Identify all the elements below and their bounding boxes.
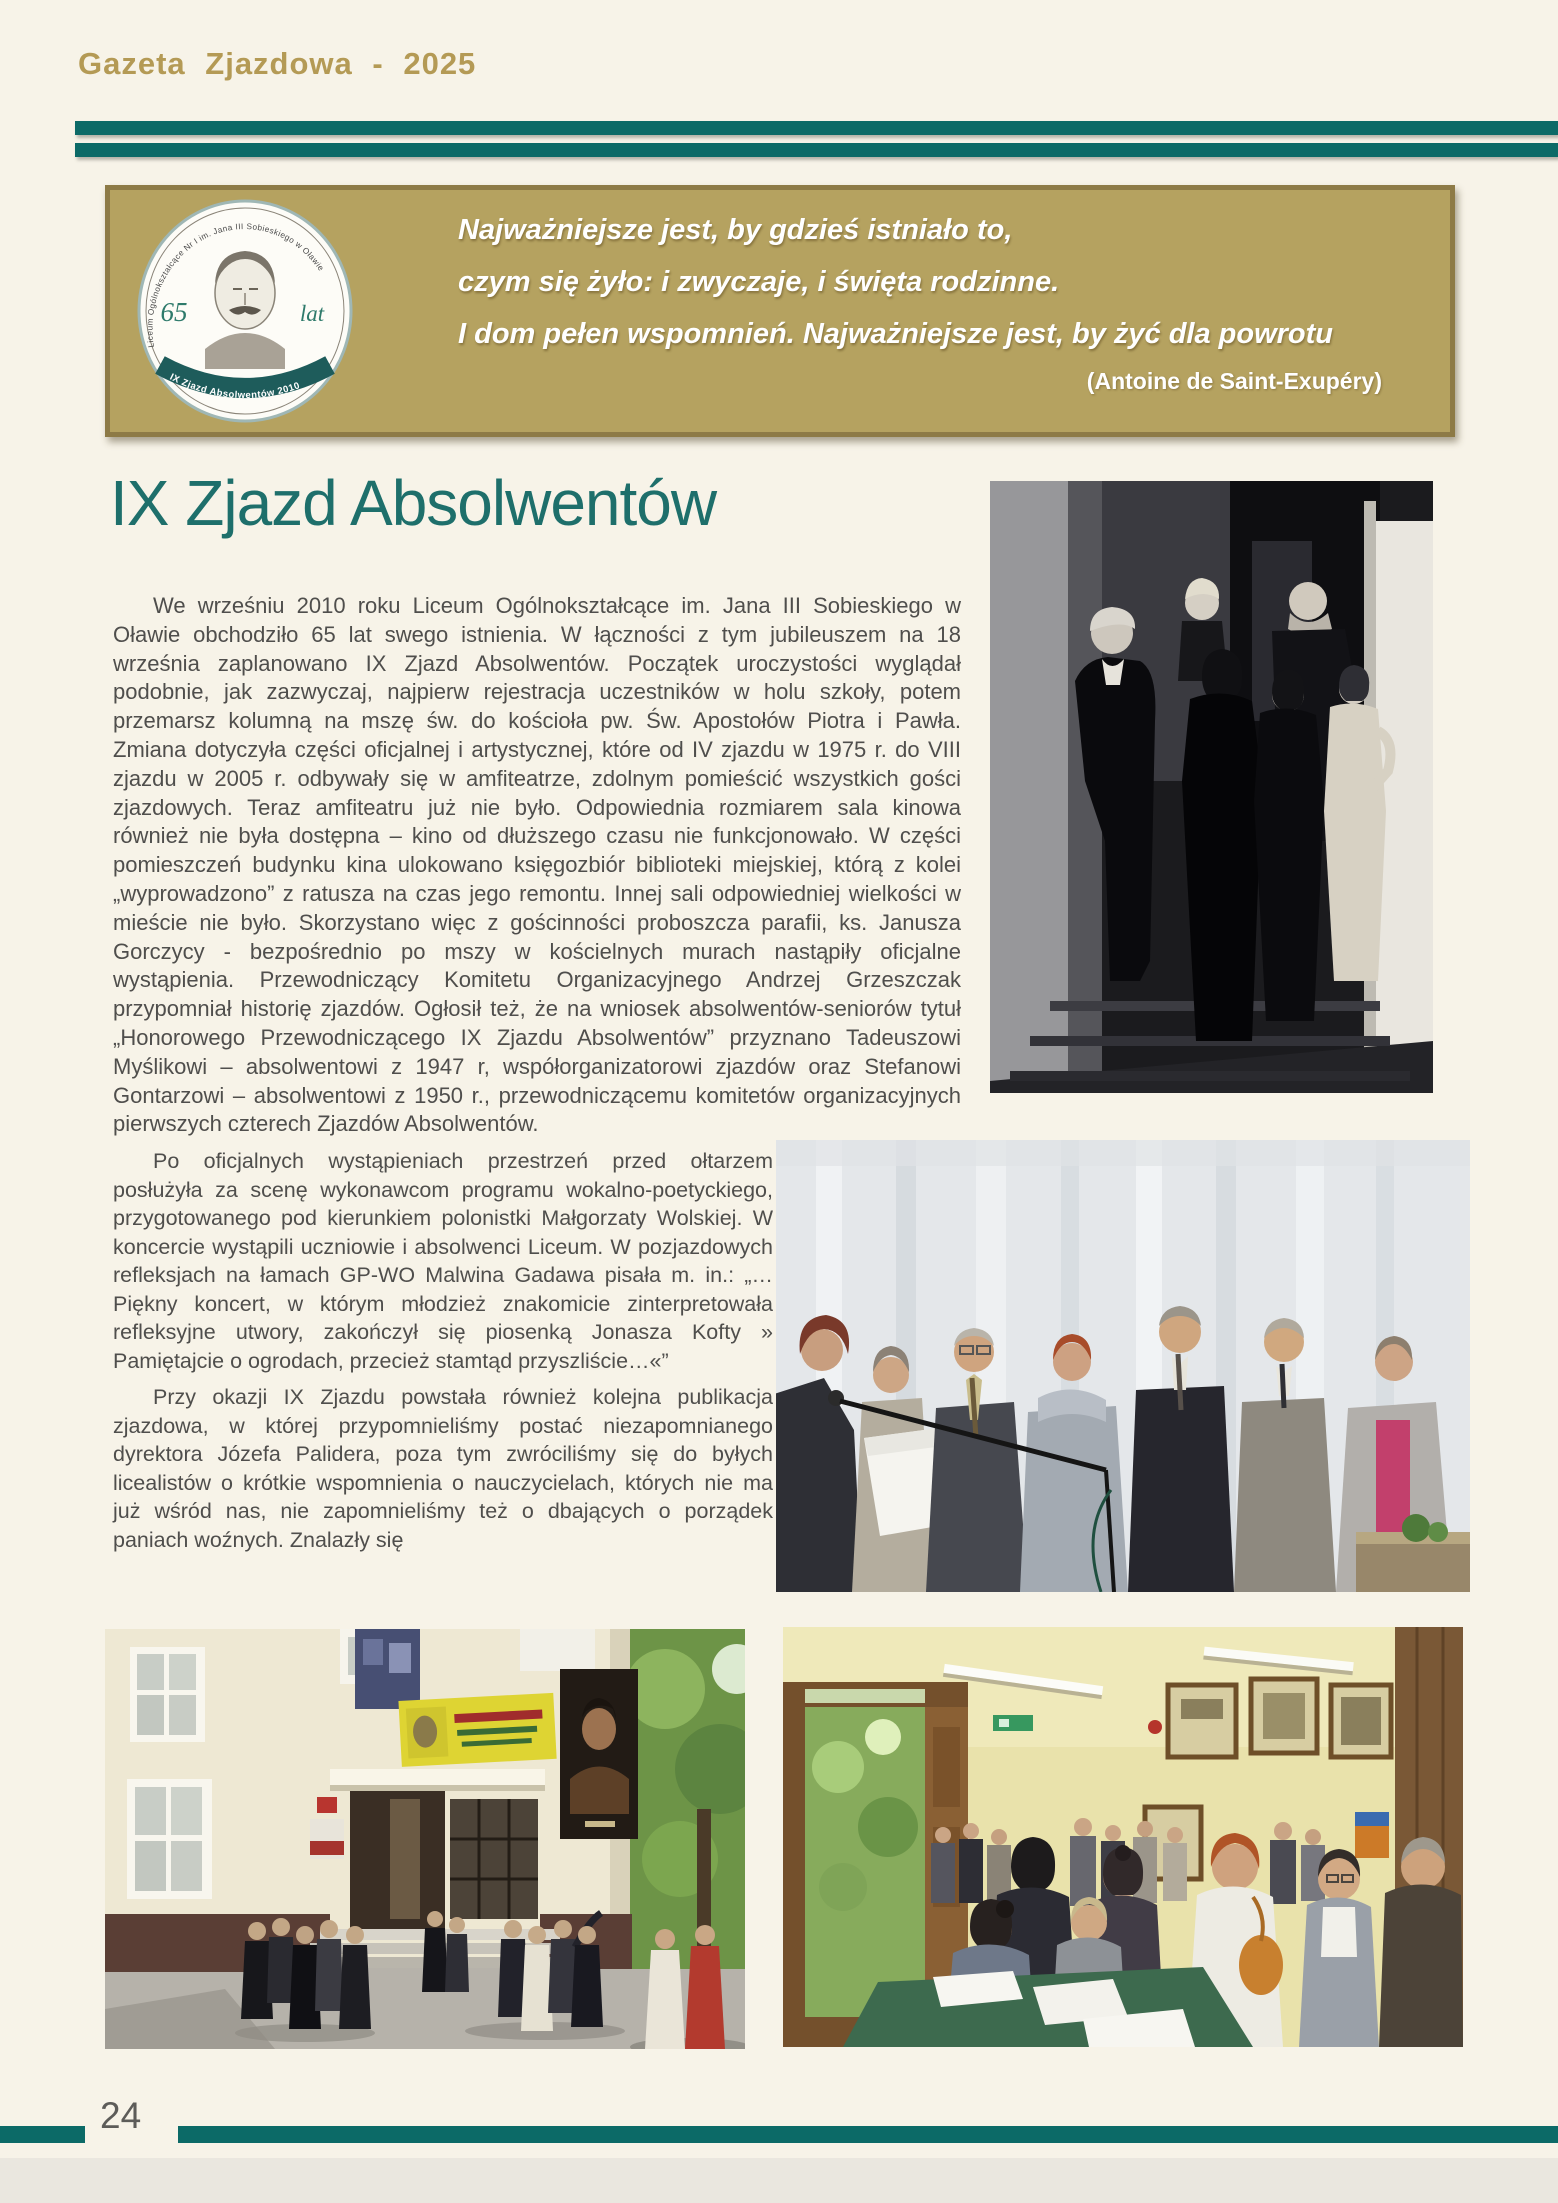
portrait-banner	[560, 1669, 638, 1839]
bw-group-on-stairs-photo	[990, 481, 1433, 1093]
alumni-before-curtain-photo	[776, 1140, 1470, 1592]
header-rule-bottom	[75, 143, 1558, 157]
page-number: 24	[100, 2095, 142, 2136]
school-emblem-logo	[132, 197, 358, 425]
school-entrance-crowd-photo	[105, 1629, 745, 2049]
article-paragraph-1: We wrześniu 2010 roku Liceum Ogólnokształcące im. Jana III Sobieskiego w Oławie obchodziło 65 lat swego istnienia. W łączności z tym jubileuszem na 18 września zaplanowano IX Zjazd Absolwentów. Początek uroczystości wyglądał podobnie, jak zazwyczaj, najpierw rejestracja uczestników w holu szkoły, potem przemarsz kolumną na mszę św. do kościoła pw. Św. Apostołów Piotra i Pawła. Zmiana dotyczyła części oficjalnej i artystycznej, które od IV zjazdu w 1975 r. do VIII zjazdu w 2005 r. odbywały się w amfiteatrze, zdolnym pomieścić wszystkich gości zjazdowych. Teraz amfiteatru już nie było. Odpowiednia rozmiarem sala kinowa również nie była dostępna – kino od dłuższego czasu nie funkcjonowało. W części pomieszczeń budynku kina ulokowano księgozbiór biblioteki miejskiej, którą z kolei „wyprowadzono” z ratusza na czas jego remontu. Innej sali odpowiedniej wielkości w mieście nie było. Skorzystano więc z gościnności proboszcza parafii, ks. Janusza Gorczycy - bezpośrednio po mszy w kościelnych murach nastąpiły oficjalne wystąpienia. Przewodniczący Komitetu Organizacyjnego Andrzej Grzeszczak przypomniał historię zjazdów. Ogłosił też, że na wniosek absolwentów-seniorów tytuł „Honorowego Przewodniczącego IX Zjazdu Absolwentów” przyznano Tadeuszowi Myślikowi – absolwentowi z 1947 r, współorganizatorowi zjazdów oraz Stefanowi Gontarzowi – absolwentowi z 1950 r., przewodniczącemu komitetów organizacyjnych pierwszych czterech Zjazdów Absolwentów.	[113, 593, 961, 1137]
footer-rule-left	[0, 2126, 85, 2143]
registration-hall-crowd-photo	[783, 1627, 1463, 2047]
emblem-years-number: 65	[160, 297, 188, 327]
emblem-years-word: lat	[299, 301, 325, 326]
quote-line-2: czym się żyło: i zwyczaje, i święta rodzinne.	[458, 266, 1060, 298]
yellow-banner	[398, 1693, 556, 1767]
page-header-title: Gazeta Zjazdowa - 2025	[78, 46, 477, 81]
quote-box	[105, 185, 1455, 437]
emblem-ribbon-text: IX Zjazd Absolwentów 2010	[167, 371, 302, 402]
fire-alarm	[1148, 1720, 1162, 1734]
quote-text	[458, 204, 1418, 360]
article-narrow-column	[113, 1147, 773, 1562]
header-rule-top	[75, 121, 1558, 135]
footer-rule-main	[178, 2126, 1558, 2143]
article-title: IX Zjazd Absolwentów	[110, 467, 717, 539]
article-paragraph-3: Przy okazji IX Zjazdu powstała również kolejna publikacja zjazdowa, w której przypomnieliśmy postać niezapomnianego dyrektora Józefa Palidera, poza tym zwróciliśmy się do byłych licealistów o krótkie wspomnienia o nauczycielach, których nie ma już wśród nas, nie zapomnieliśmy też o dbających o porządek paniach woźnych. Znalazły się	[113, 1385, 773, 1552]
article-paragraph-2: Po oficjalnych wystąpieniach przestrzeń przed ołtarzem posłużyła za scenę wykonawcom programu wokalno-poetyckiego, przygotowanego pod kierunkiem polonistki Małgorzaty Wolskiej. W koncercie wystąpili uczniowie i absolwenci Liceum. W pozjazdowych refleksjach na łamach GP-WO Malwina Gadawa pisała m. in.: „…Piękny koncert, w którym młodzież znakomicie zinterpretowała refleksyjne utwory, zakończył się piosenką Jonasza Kofty » Pamiętajcie o ogrodach, przecież stamtąd przyszliście…«”	[113, 1149, 773, 1373]
quote-line-1: Najważniejsze jest, by gdzieś istniało to,	[458, 214, 1013, 246]
quote-line-3: I dom pełen wspomnień. Najważniejsze jest, by żyć dla powrotu	[458, 318, 1334, 350]
emblem-ring-text: Liceum Ogólnokształcące Nr I im. Jana III Sobieskiego w Oławie	[145, 221, 326, 349]
quote-attribution: (Antoine de Saint-Exupéry)	[1086, 368, 1382, 394]
page-bottom-edge	[0, 2158, 1558, 2203]
